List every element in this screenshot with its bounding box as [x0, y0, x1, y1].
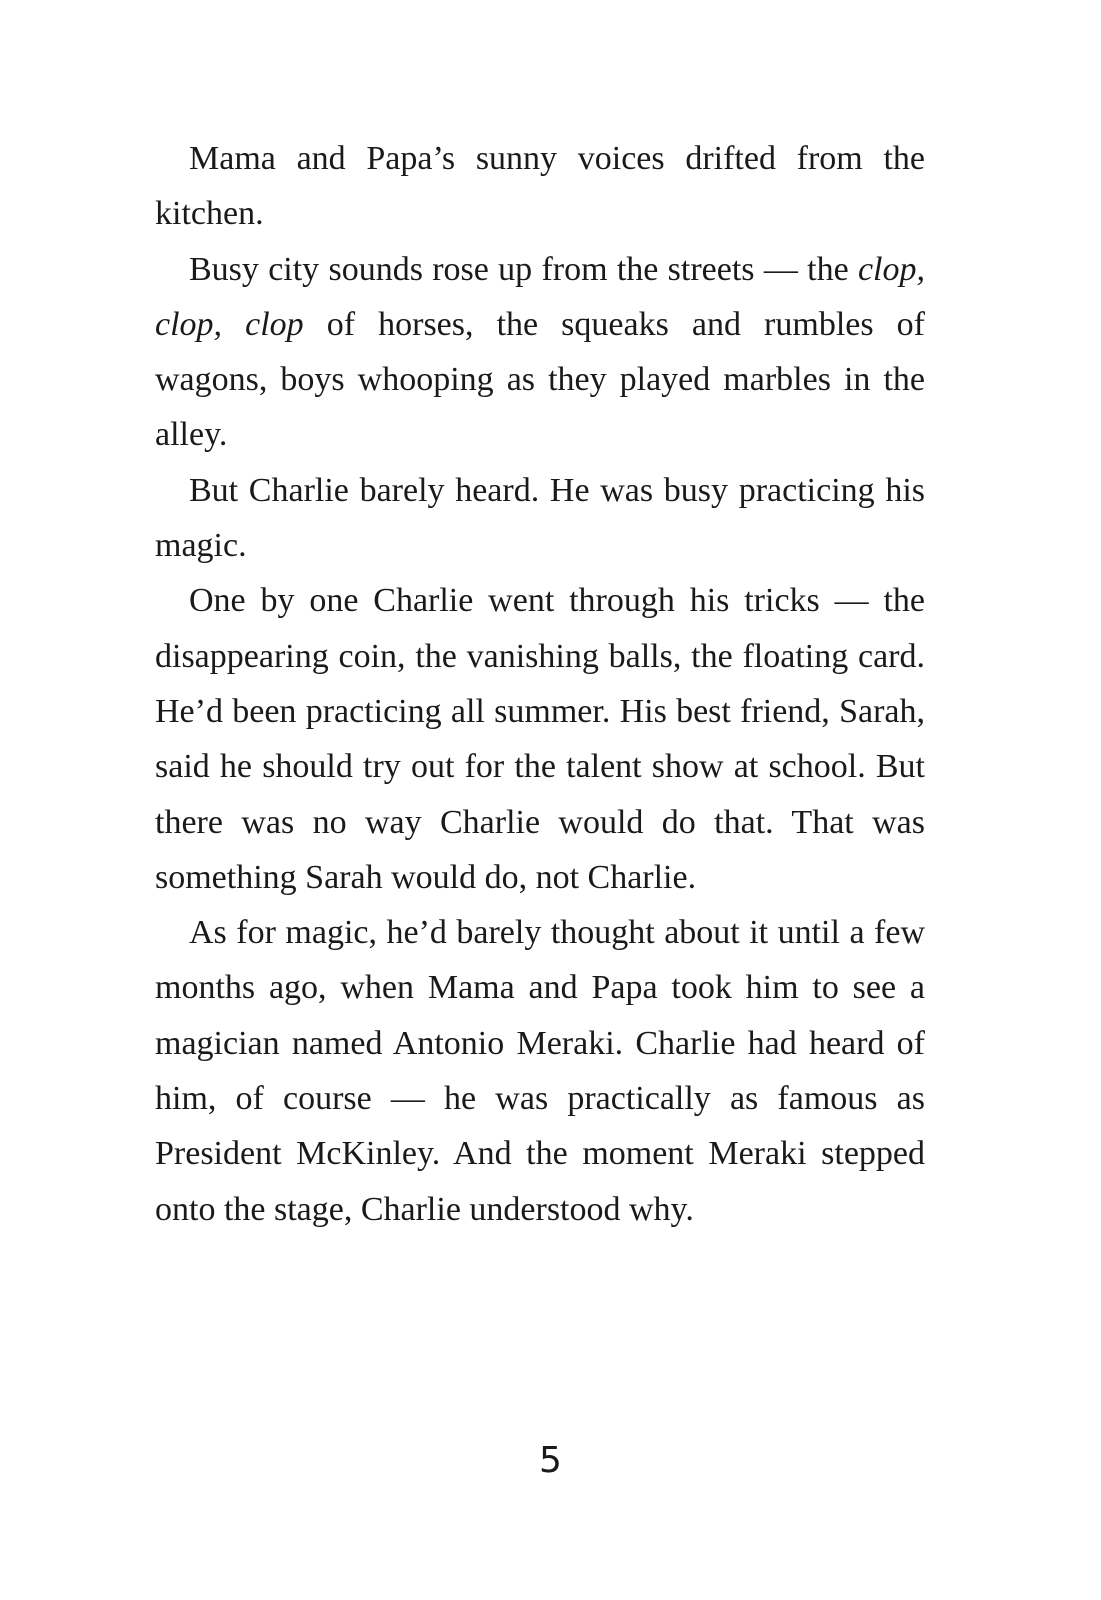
- text-segment: As for magic, he’d barely thought about it until a few months ago, when Mama and Papa took him to see a magician named Antonio Meraki. Charlie had heard of him, of course — he was practically as famous as President McKinley. And the moment Meraki stepped onto the stage, Charlie understood why.: [155, 914, 925, 1228]
- paragraph: [155, 131, 925, 242]
- paragraph: [155, 463, 925, 574]
- paragraph: [155, 905, 925, 1237]
- body-text: [155, 131, 925, 1237]
- text-segment: But Charlie barely heard. He was busy practicing his magic.: [155, 471, 925, 565]
- text-segment: of horses, the squeaks and rumbles of wagons, boys whooping as they played marbles in the alley.: [155, 305, 925, 454]
- text-segment: Busy city sounds rose up from the streets — the: [189, 250, 858, 288]
- paragraph: [155, 242, 925, 463]
- text-segment: One by one Charlie went through his tricks — the disappearing coin, the vanishing balls, the floating card. He’d been practicing all summer. His best friend, Sarah, said he should try out for the talent show at school. But there was no way Charlie would do that. That was something Sarah would do, not Charlie.: [155, 582, 925, 896]
- page-number: 5: [539, 1440, 562, 1481]
- text-segment: Mama and Papa’s sunny voices drifted from the kitchen.: [155, 140, 925, 233]
- paragraph: [155, 573, 925, 905]
- italic-text-segment: clop, clop, clop: [155, 250, 925, 343]
